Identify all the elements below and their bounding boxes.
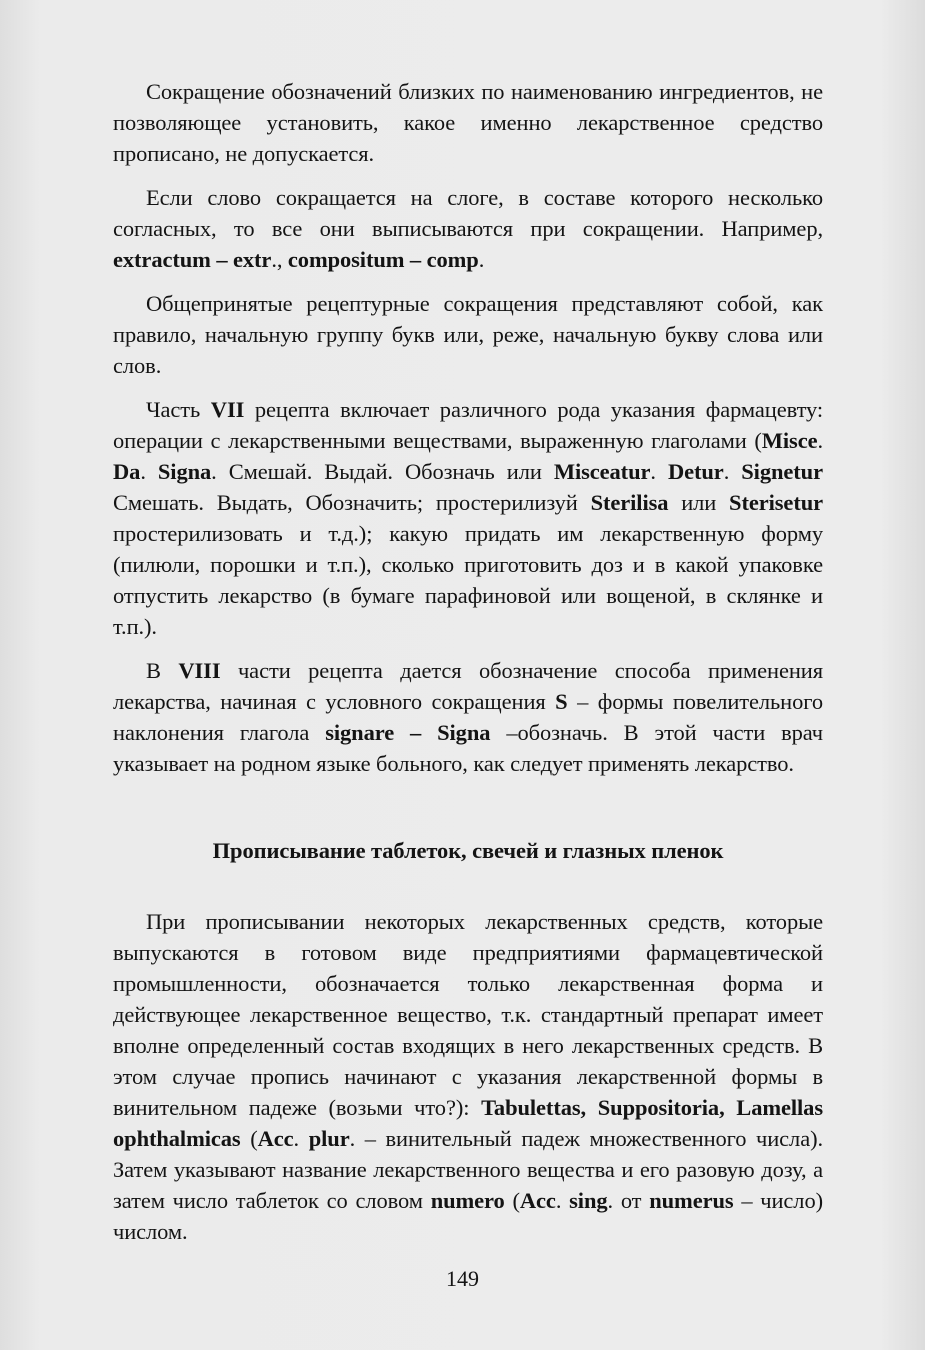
bold-term: plur <box>308 1126 350 1151</box>
body-text <box>113 76 823 779</box>
bold-term: Detur <box>667 459 724 484</box>
bold-term: VII <box>210 397 245 422</box>
text-run: простерилизовать и т.д.); какую придать им лекарственную форму (пилюли, порошки и т.п.), сколько приготовить доз и в какой упаковке отпустить лекарство (в бумаге парафиновой или вощеной, в склянке и т.п.). <box>113 521 823 639</box>
text-run: В <box>146 658 179 683</box>
text-run: Если слово сокращается на слоге, в составе которого несколько согласных, то все они выписываются при сокращении. Например, <box>113 185 823 241</box>
paragraph <box>113 906 823 1247</box>
text-run: ( <box>240 1126 258 1151</box>
text-run: ( <box>504 1188 520 1213</box>
page-content <box>113 76 823 1247</box>
bold-term: numerus <box>649 1188 734 1213</box>
text-run: – число) числом. <box>113 1188 823 1244</box>
text-run: ., <box>271 247 288 272</box>
bold-term: compositum – comp <box>287 247 479 272</box>
paragraph <box>113 655 823 779</box>
text-run: –обозначь. В этой части врач указывает на родном языке больного, как следует применять лекарство. <box>113 720 823 776</box>
text-run: части рецепта дается обозначение способа применения лекарства, начиная с условного сокращения <box>113 658 823 714</box>
paragraph <box>113 182 823 275</box>
bold-term: S <box>555 689 568 714</box>
bold-term: Acc <box>519 1188 556 1213</box>
text-run: Часть <box>146 397 211 422</box>
paragraph <box>113 288 823 381</box>
bold-term: Sterilisa <box>590 490 669 515</box>
bold-term: Sterisetur <box>729 490 824 515</box>
paragraph <box>113 76 823 169</box>
text-run: . – винительный падеж множественного числа). Затем указывают название лекарственного вещества и его разовую дозу, а затем число таблеток со словом <box>113 1126 823 1213</box>
text-run: . <box>478 247 485 272</box>
text-run: Смешать. Выдать, Обозначить; простерилизуй <box>113 490 591 515</box>
text-run: При прописывании некоторых лекарственных средств, которые выпускаются в готовом виде предприятиями фармацевтической промышленности, обозначается только лекарственная форма и действующее лекарственное вещество, т.к. стандартный препарат имеет вполне определенный состав входящих в него лекарственных средств. В этом случае пропись начинают с указания лекарственной формы в винительном падеже (возьми что?): <box>113 909 823 1120</box>
paragraph <box>113 394 823 642</box>
text-run: – формы повелительного наклонения глагола <box>113 689 823 745</box>
bold-term: Signa <box>157 459 212 484</box>
bold-term: sing <box>569 1188 608 1213</box>
text-run: . от <box>607 1188 650 1213</box>
bold-term: Signetur <box>741 459 823 484</box>
text-run: Сокращение обозначений близких по наименованию ингредиентов, не позволяющее установить, какое именно лекарственное средство прописано, не допускается. <box>113 79 823 166</box>
section-heading: Прописывание таблеток, свечей и глазных пленок <box>212 838 724 863</box>
text-run: . <box>555 1188 570 1213</box>
bold-term: Misce <box>761 428 818 453</box>
bold-term: Acc <box>257 1126 294 1151</box>
bold-term: Misceatur <box>553 459 651 484</box>
bold-term: numero <box>430 1188 505 1213</box>
text-run: . <box>140 459 158 484</box>
text-run: рецепта включает различного рода указания фармацевту: операции с лекарственными веществами, выраженную глаголами ( <box>113 397 824 453</box>
bold-term: VIII <box>178 658 221 683</box>
text-run: . <box>817 428 823 453</box>
text-run: Общепринятые рецептурные сокращения представляют собой, как правило, начальную группу букв или, реже, начальную букву слова или слов. <box>113 291 823 378</box>
bold-term: extractum – extr <box>113 247 272 272</box>
text-run: . Смешай. Выдай. Обозначь или <box>211 459 554 484</box>
text-run: или <box>668 490 730 515</box>
text-run: . <box>293 1126 309 1151</box>
bold-term: signare – Signa <box>325 720 491 745</box>
text-run: . <box>723 459 742 484</box>
bold-term: Tabulettas, Suppositoria, Lamellas ophthalmicas <box>113 1095 823 1151</box>
text-run: . <box>650 459 668 484</box>
section-body-text <box>113 906 823 1247</box>
page-number: 149 <box>446 1266 479 1291</box>
bold-term: Da <box>113 459 141 484</box>
